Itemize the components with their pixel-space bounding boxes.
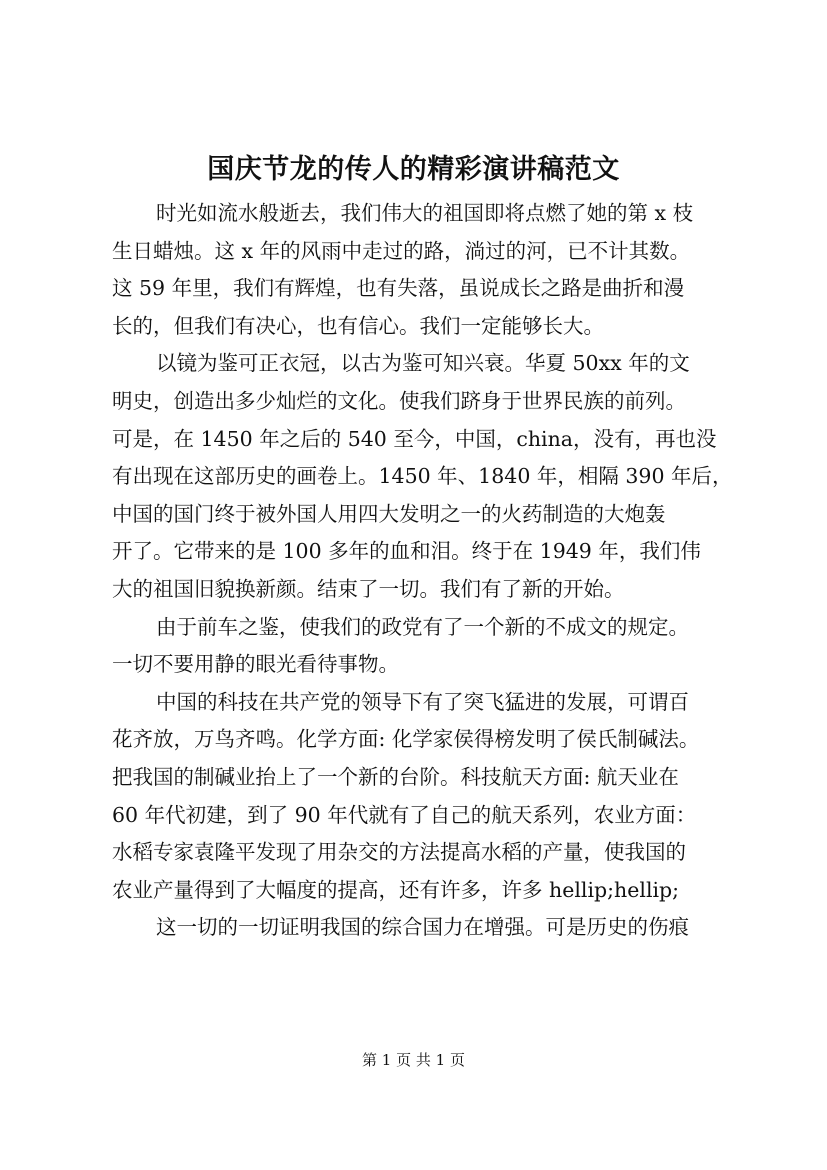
text-line: 这一切的一切证明我国的综合国力在增强。可是历史的伤痕 bbox=[156, 915, 689, 940]
text-line: 有出现在这部历史的画卷上。1450 年、1840 年，相隔 390 年后， bbox=[112, 464, 733, 489]
text-line: 生日蜡烛。这 x 年的风雨中走过的路，淌过的河，已不计其数。 bbox=[112, 238, 691, 263]
text-line: 这 59 年里，我们有辉煌，也有失落，虽说成长之路是曲折和漫 bbox=[112, 276, 685, 301]
body-text bbox=[112, 195, 742, 947]
text-line: 开了。它带来的是 100 多年的血和泪。终于在 1949 年，我们伟 bbox=[112, 539, 701, 564]
text-line: 60 年代初建，到了 90 年代就有了自己的航天系列，农业方面： bbox=[112, 802, 697, 827]
text-line: 时光如流水般逝去，我们伟大的祖国即将点燃了她的第 x 枝 bbox=[156, 201, 694, 225]
text-line: 农业产量得到了大幅度的提高，还有许多，许多 hellip;hellip; bbox=[112, 877, 680, 902]
text-line: 中国的科技在共产党的领导下有了突飞猛进的发展，可谓百 bbox=[156, 689, 689, 714]
text-line: 中国的国门终于被外国人用四大发明之一的火药制造的大炮轰 bbox=[112, 501, 666, 526]
text-line: 一切不要用静的眼光看待事物。 bbox=[112, 652, 399, 677]
text-line: 把我国的制碱业抬上了一个新的台阶。科技航天方面: 航天业在 bbox=[112, 764, 679, 789]
text-line: 明史，创造出多少灿烂的文化。使我们跻身于世界民族的前列。 bbox=[112, 388, 686, 413]
text-line: 可是，在 1450 年之后的 540 至今，中国，china，没有，再也没 bbox=[112, 426, 717, 451]
text-line: 由于前车之鉴，使我们的政党有了一个新的不成文的规定。 bbox=[156, 614, 689, 639]
text-line: 长的，但我们有决心，也有信心。我们一定能够长大。 bbox=[112, 313, 604, 338]
text-line: 花齐放，万鸟齐鸣。化学方面: 化学家侯得榜发明了侯氏制碱法。 bbox=[112, 727, 700, 752]
text-line: 大的祖国旧貌换新颜。结束了一切。我们有了新的开始。 bbox=[112, 576, 625, 601]
text-line: 以镜为鉴可正衣冠，以古为鉴可知兴衰。华夏 50xx 年的文 bbox=[156, 351, 690, 376]
page-footer: 第 1 页 共 1 页 bbox=[362, 1051, 465, 1069]
page-title: 国庆节龙的传人的精彩演讲稿范文 bbox=[207, 154, 620, 185]
text-line: 水稻专家袁隆平发现了用杂交的方法提高水稻的产量，使我国的 bbox=[112, 840, 686, 865]
